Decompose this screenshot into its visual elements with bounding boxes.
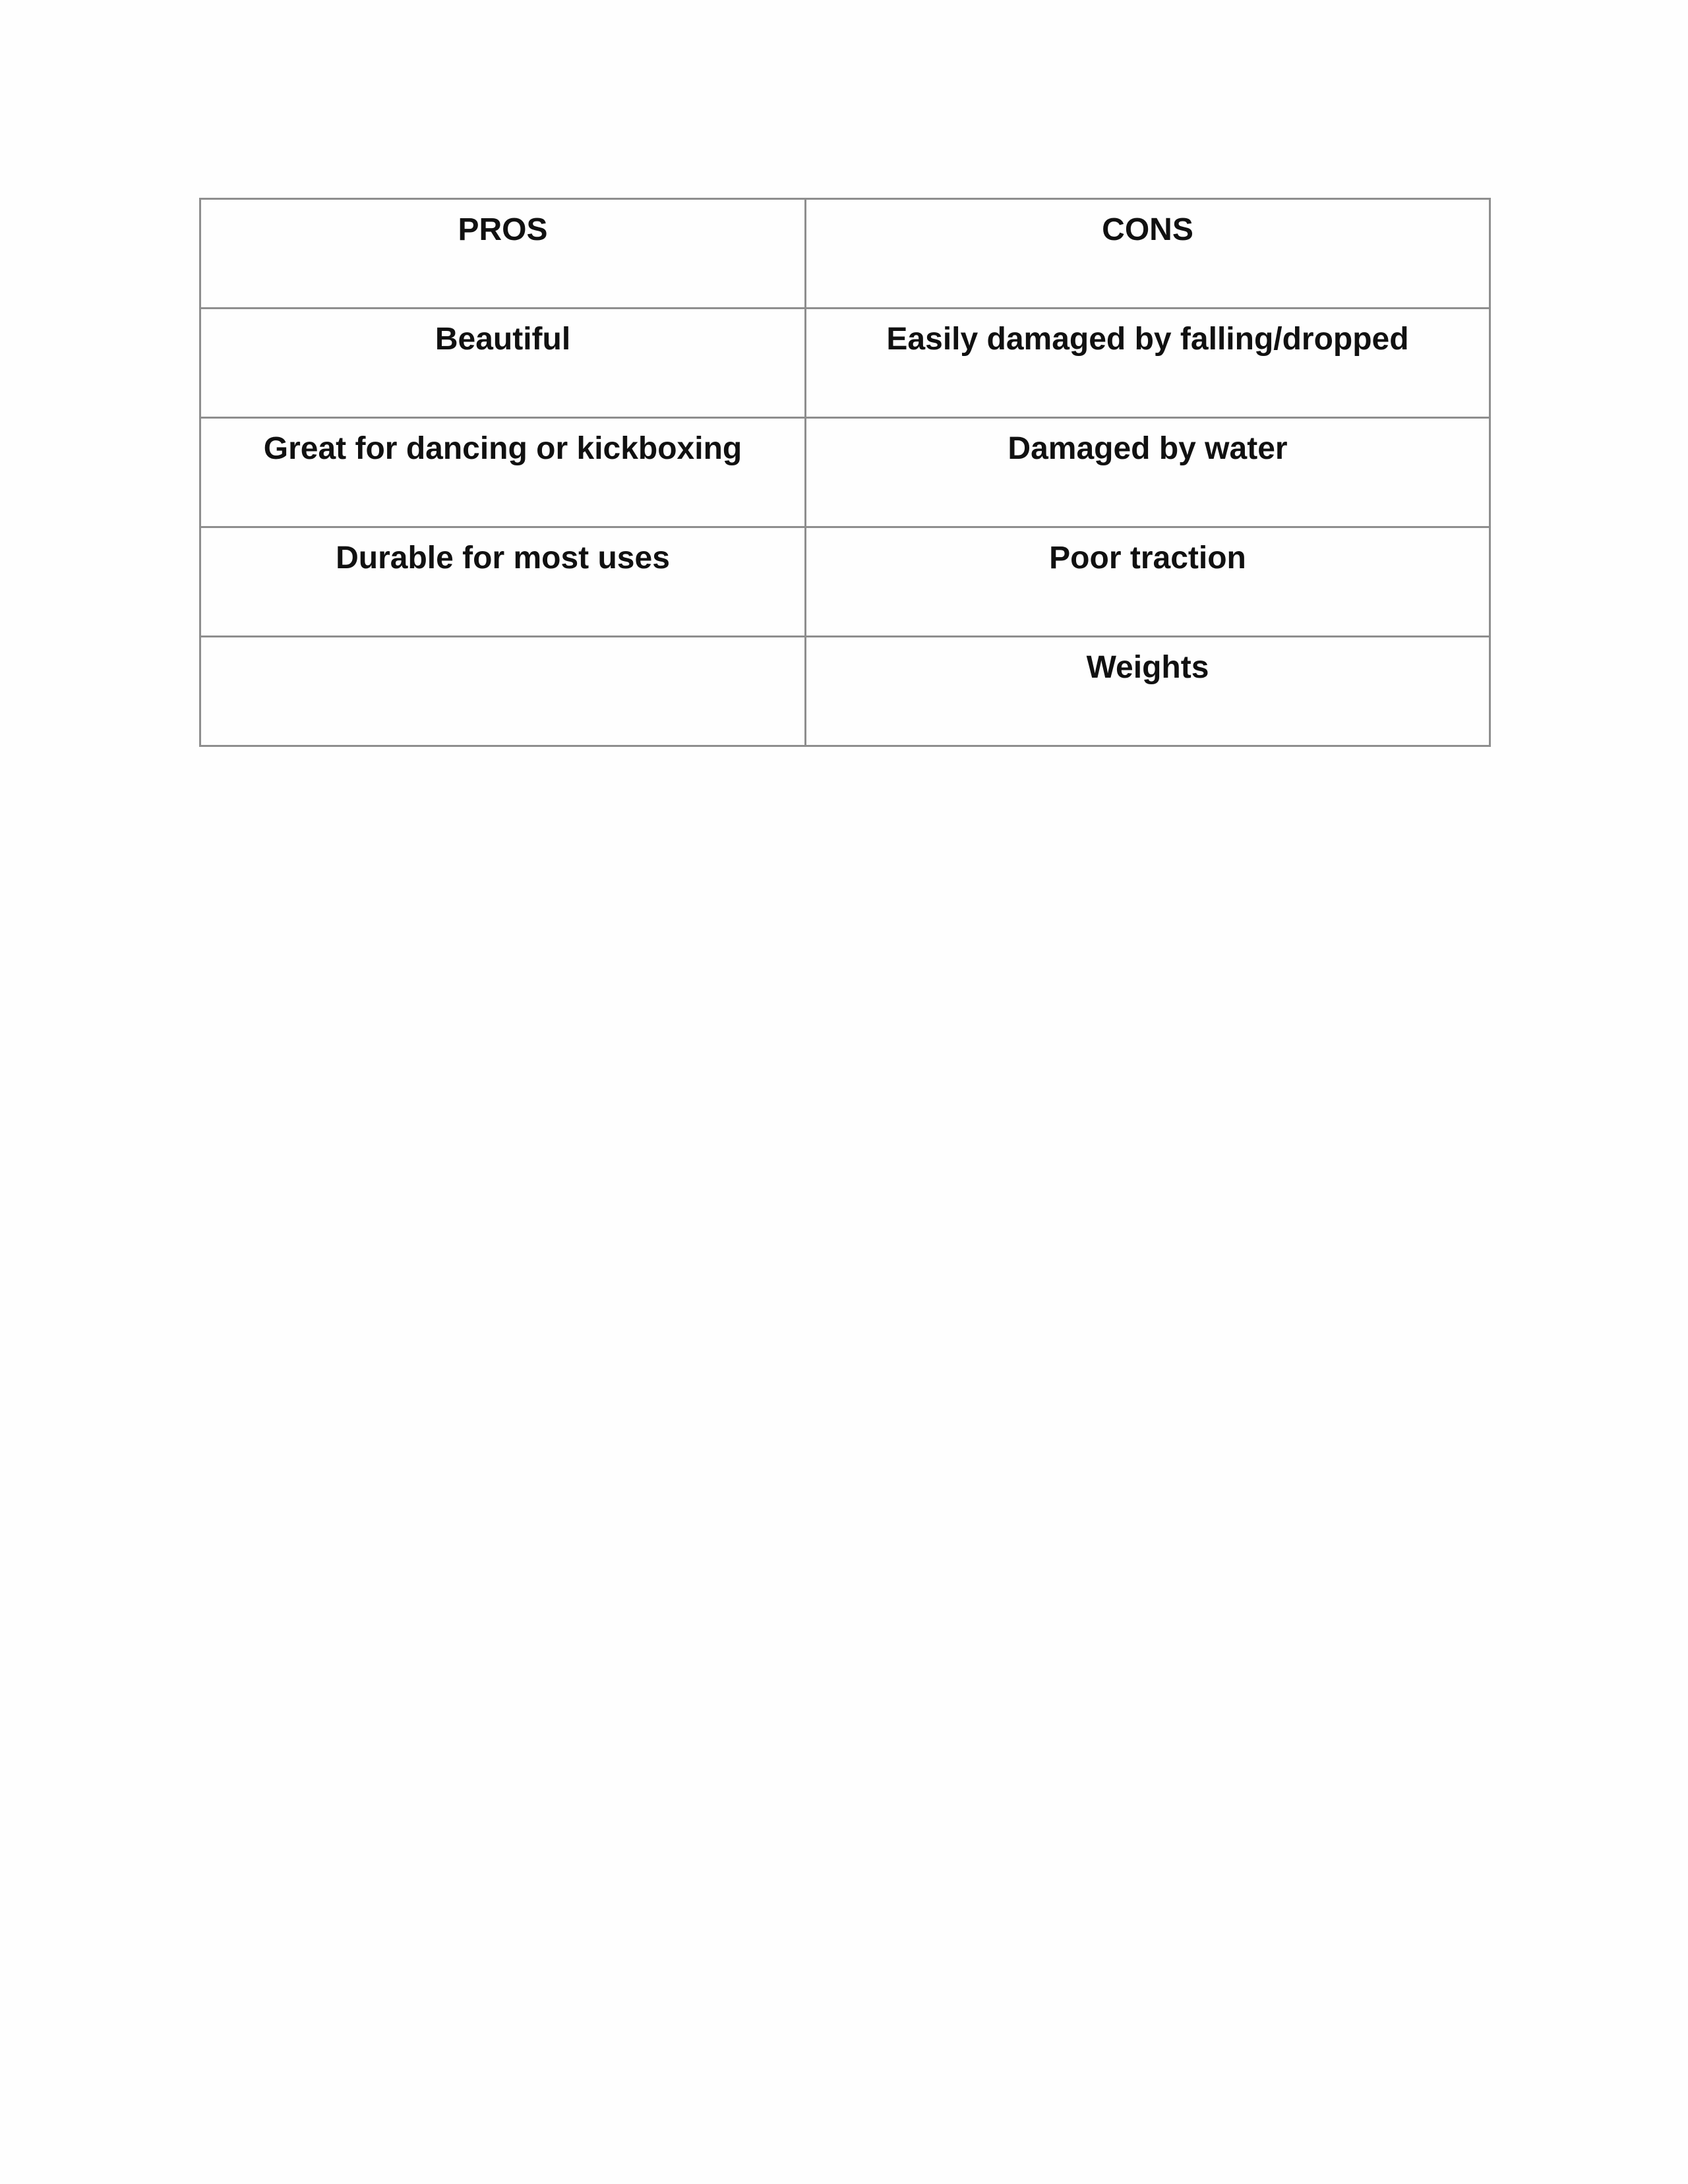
pros-cell: Beautiful	[200, 309, 806, 418]
table-row	[200, 418, 1490, 527]
pros-cell: Great for dancing or kickboxing	[200, 418, 806, 527]
table-row	[200, 637, 1490, 746]
pros-cons-table	[199, 198, 1491, 747]
table-row	[200, 309, 1490, 418]
table-header-row	[200, 199, 1490, 309]
cons-cell: Weights	[806, 637, 1490, 746]
pros-header: PROS	[200, 199, 806, 309]
pros-cell: Durable for most uses	[200, 527, 806, 637]
cons-cell: Damaged by water	[806, 418, 1490, 527]
pros-cell	[200, 637, 806, 746]
cons-cell: Poor traction	[806, 527, 1490, 637]
cons-cell: Easily damaged by falling/dropped	[806, 309, 1490, 418]
table-row	[200, 527, 1490, 637]
cons-header: CONS	[806, 199, 1490, 309]
